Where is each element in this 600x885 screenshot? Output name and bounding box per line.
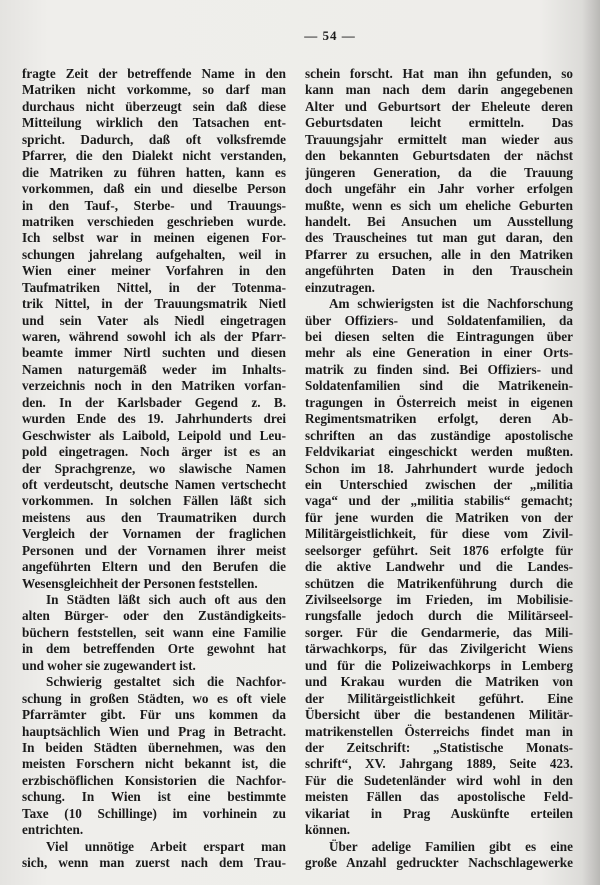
text-line: angeführten Eltern und den Berufen die (22, 559, 286, 575)
text-line: sich, wenn man zuerst nach dem Trau- (22, 855, 286, 870)
text-line: der Militärgeistlichkeit geführt. Eine (305, 690, 573, 706)
text-line: ein Unterschied zwischen der „militia (305, 476, 573, 492)
text-line: pold eingetragen. Noch ärger ist es an (22, 444, 286, 460)
text-line: meisten Fällen das apostolische Feld- (305, 789, 573, 805)
text-line: können. (305, 822, 351, 838)
text-line: der Zeitschrift: „Statistische Monats- (305, 739, 573, 755)
text-line: in den Tauf-, Sterbe- und Trauungs- (22, 197, 286, 213)
text-line: handelt. Bei Ansuchen um Ausstellung (305, 213, 573, 229)
text-line: und für die Polizeiwachkorps in Lemberg (305, 657, 573, 673)
text-line: mußte, wenn es sich um eheliche Geburten (305, 197, 573, 213)
text-line: Pfarrer zu ersuchen, alle in den Matriken (305, 246, 573, 262)
text-line: schriften an das zuständige apostolische (305, 427, 573, 443)
text-line: trik Nittel, in der Trauungsmatrik Nietl (22, 296, 286, 312)
text-line: Wien einer meiner Vorfahren in den (22, 263, 286, 279)
paragraph (305, 66, 573, 296)
text-line: Personen und der Vornamen ihrer meist (22, 542, 286, 558)
text-line: schein forscht. Hat man ihn gefunden, so (305, 66, 573, 81)
text-line: sorger. Für die Gendarmerie, das Mili- (305, 624, 573, 640)
text-line: schung. In Wien ist eine bestimmte (22, 789, 286, 805)
text-line: Regimentsmatriken erfolgt, deren Ab- (305, 411, 573, 427)
text-line: einzutragen. (305, 279, 375, 295)
text-line: über Offiziers- und Soldatenfamilien, da (305, 312, 573, 328)
text-line: meisten Forschern nicht bekannt ist, die (22, 756, 286, 772)
text-line: beamte immer Nirtl suchten und diesen (22, 345, 286, 361)
text-line: Taufmatriken Nittel, in der Totenma- (22, 279, 286, 295)
text-line: Soldatenfamilien sind die Matrikenein- (305, 378, 573, 394)
text-line: große Anzahl gedruckter Nachschlagewerke (305, 855, 573, 870)
text-line: wurden Ende des 19. Jahrhunderts drei (22, 411, 286, 427)
text-line: In beiden Städten übernehmen, was den (22, 739, 286, 755)
page-number: — 54 — (304, 28, 356, 43)
text-line: tärwachkorps, für das Zivilgericht Wiens (305, 641, 573, 657)
text-line: schrift“, XV. Jahrgang 1889, Seite 423. (305, 756, 573, 772)
text-line: durchaus nicht überzeugt sein daß diese (22, 98, 286, 114)
text-line: schützen die Matrikenführung durch die (305, 575, 573, 591)
paragraph (22, 66, 286, 592)
text-line: Geschwister als Laibold, Leipold und Leu- (22, 427, 286, 443)
paragraph (22, 674, 286, 838)
text-line: Für die Sudetenländer wird wohl in den (305, 772, 573, 788)
text-line: jüngeren Generation, da die Trauung (305, 164, 573, 180)
text-line: Über adelige Familien gibt es eine (329, 838, 573, 854)
text-line: waren, während sowohl ich als der Pfarr- (22, 329, 286, 344)
text-line: schung in großen Städten, wo es oft viele (22, 690, 286, 706)
text-line: und woher sie zugewandert ist. (22, 657, 196, 673)
text-line: und sein Vater als Niedl eingetragen (22, 312, 286, 328)
text-line: vaga“ und der „militia stabilis“ gemacht; (305, 493, 573, 509)
text-line: matriken verschieden geschrieben wurde. (22, 213, 286, 229)
text-line: für jene wurden die Matriken von der (305, 509, 573, 525)
text-line: und Krakau wurden die Matriken von (305, 674, 573, 690)
paragraph (305, 296, 573, 838)
text-line: erzbischöflichen Konsistorien die Nachfor- (22, 772, 286, 788)
text-line: In Städten läßt sich auch oft aus den (46, 592, 286, 607)
paragraph (22, 839, 286, 872)
text-line: verzeichnis noch in den Matriken vorfan- (22, 378, 286, 394)
text-line: büchern feststellen, seit wann eine Familie (22, 624, 286, 640)
text-line: Vergleich der Vornamen der fraglichen (22, 526, 286, 542)
text-line: vorkommen, daß ein und dieselbe Person (22, 181, 286, 197)
text-line: Trauungsjahr ermittelt man wieder aus (305, 131, 573, 147)
text-line: matrikenstellen Österreichs findet man in (305, 723, 573, 739)
text-line: Namen naturgemäß weder im Inhalts- (22, 361, 286, 377)
paragraph (305, 839, 573, 872)
text-line: den bekannten Geburtsdaten der nächst (305, 148, 573, 164)
text-line: Am schwierigsten ist die Nachforschung (329, 296, 573, 312)
text-line: oft verdeutscht, deutsche Namen vertschecht (22, 476, 286, 492)
text-line: Schon im 18. Jahrhundert wurde jedoch (305, 460, 573, 476)
text-line: alten Bürger- oder den Zuständigkeits- (22, 608, 286, 624)
text-line: Feldvikariat eingeschickt werden mußten. (305, 444, 573, 460)
text-line: kann man nach dem darin angegebenen (305, 82, 573, 98)
text-line: Schwierig gestaltet sich die Nachfor- (46, 674, 286, 690)
text-line: mehr als eine Generation in einer Orts- (305, 345, 573, 361)
text-line: Militärgeistlichkeit, für diese vom Zivil- (305, 526, 573, 542)
text-line: entrichten. (22, 822, 84, 838)
text-line: Alter und Geburtsort der Eheleute deren (305, 98, 573, 114)
text-line: seelsorger geführt. Seit 1876 erfolgte für (305, 542, 573, 558)
text-line: Geburtsdaten leicht ermitteln. Das (305, 115, 573, 131)
text-line: Ich selbst war in meinen eigenen For- (22, 230, 286, 246)
text-line: Viel unnötige Arbeit erspart man (46, 838, 286, 854)
text-line: des Trauscheines tut man gut daran, den (305, 230, 573, 246)
text-line: Pfarrämter gibt. Für uns kommen da (22, 707, 286, 723)
text-line: den. In der Karlsbader Gegend z. B. (22, 394, 286, 410)
text-line: Taxe (10 Schillinge) im vorhinein zu (22, 805, 286, 821)
text-line: bei diesen selten die Eintragungen über (305, 329, 573, 344)
text-column-right (305, 66, 573, 871)
text-line: der Sprachgrenze, wo slawische Namen (22, 460, 286, 476)
text-line: meistens aus den Traumatriken durch (22, 509, 286, 525)
text-line: angeführten Daten in den Trauschein (305, 263, 573, 279)
text-line: in dem betreffenden Orte gewohnt hat (22, 641, 286, 657)
text-line: fragte Zeit der betreffende Name in den (22, 66, 286, 81)
text-line: doch ungefähr ein Jahr vorher erfolgen (305, 181, 573, 197)
text-line: spricht. Dadurch, daß oft volksfremde (22, 131, 286, 147)
text-line: Mitteilung wirklich den Tatsachen ent- (22, 115, 286, 131)
text-line: die aktive Landwehr und die Landes- (305, 559, 573, 575)
text-line: hauptsächlich Wien und Prag in Betracht. (22, 723, 286, 739)
text-line: die Matriken zu führen hatten, kann es (22, 164, 286, 180)
text-line: Pfarrer, die den Dialekt nicht verstanden, (22, 148, 286, 164)
text-line: vikariat in Prag Auskünfte erteilen (305, 805, 573, 821)
text-line: schungen jahrelang aufgehalten, weil in (22, 246, 286, 262)
text-column-left (22, 66, 286, 871)
text-line: rungsfalle jedoch durch die Militärseel- (305, 608, 573, 624)
text-line: Matriken nicht vorkomme, so darf man (22, 82, 286, 98)
text-line: matrik zu finden sind. Bei Offiziers- und (305, 361, 573, 377)
text-line: vorkommen. In solchen Fällen läßt sich (22, 493, 286, 509)
paragraph (22, 592, 286, 674)
text-line: Zivilseelsorge im Frieden, im Mobilisie- (305, 592, 573, 607)
text-line: Wesensgleichheit der Personen feststellen. (22, 575, 258, 591)
text-line: tragungen in Österreich meist in eigenen (305, 394, 573, 410)
text-line: Übersicht über die bestandenen Militär- (305, 707, 573, 723)
